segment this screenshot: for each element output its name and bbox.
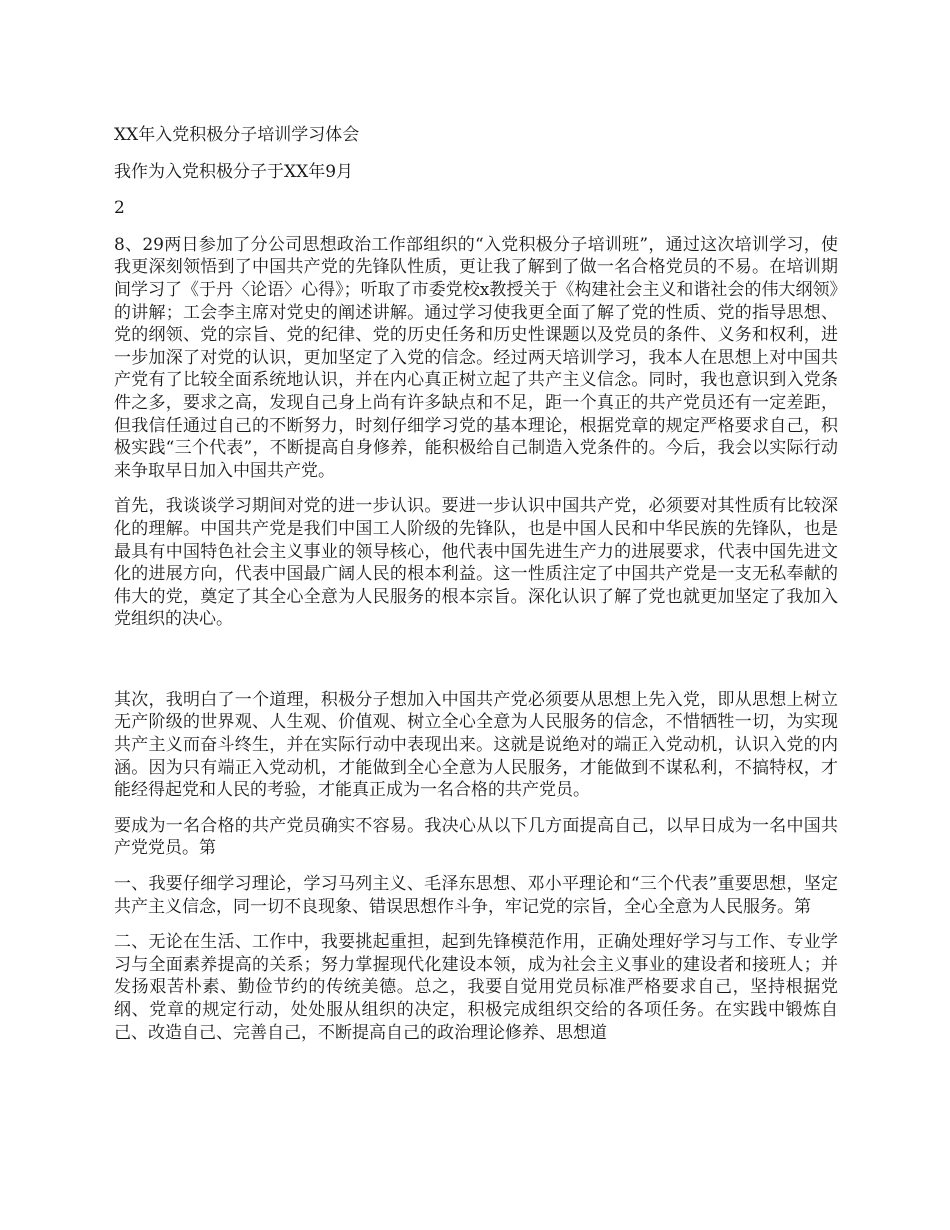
- paragraph-motivation: 其次，我明白了一个道理，积极分子想加入中国共产党必须要从思想上先入党，即从思想上树立无产阶级的世界观、人生观、价值观、树立全心全意为人民服务的信念，不惜牺牲一切，为实现共产主义而奋斗终生，并在实际行动中表现出来。这就是说绝对的端正入党动机，认识入党的内涵。因为只有端正入党动机，才能做到全心全意为人民服务，才能做到不谋私利，不搞特权，才能经得起党和人民的考验，才能真正成为一名合格的共产党员。: [114, 689, 838, 801]
- intro-line: 我作为入党积极分子于XX年9月: [114, 161, 354, 182]
- paragraph-point-two: 二、无论在生活、工作中，我要挑起重担，起到先锋模范作用，正确处理好学习与工作、专业学习与全面素养提高的关系；努力掌握现代化建设本领，成为社会主义事业的建设者和接班人；并发扬艰苦朴素、勤俭节约的传统美德。总之，我要自觉用党员标准严格要求自己，坚持根据党纲、党章的规定行动，处处服从组织的决定，积极完成组织交给的各项任务。在实践中锻炼自己、改造自己、完善自己，不断提高自己的政治理论修养、思想道: [114, 932, 838, 1043]
- document-title: XX年入党积极分子培训学习体会: [114, 125, 360, 145]
- paragraph-party-understanding: 首先，我谈谈学习期间对党的进一步认识。要进一步认识中国共产党，必须要对其性质有比较深化的理解。中国共产党是我们中国工人阶级的先锋队，也是中国人民和中华民族的先锋队，也是最具有中国特色社会主义事业的领导核心，他代表中国先进生产力的进展要求，代表中国先进文化的进展方向，代表中国最广阔人民的根本利益。这一性质注定了中国共产党是一支无私奉献的伟大的党，奠定了其全心全意为人民服务的根本宗旨。深化认识了解了党也就更加坚定了我加入党组织的决心。: [114, 496, 838, 630]
- document-page: [114, 124, 838, 1044]
- paragraph-training-summary: 8、29两日参加了分公司思想政治工作部组织的“入党积极分子培训班”，通过这次培训学习，使我更深刻领悟到了中国共产党的先锋队性质，更让我了解到了做一名合格党员的不易。在培训期间学习了《于丹〈论语〉心得》；听取了市委党校x教授关于《构建社会主义和谐社会的伟大纲领》的讲解；工会李主席对党史的阐述讲解。通过学习使我更全面了解了党的性质、党的指导思想、党的纲领、党的宗旨、党的纪律、党的历史任务和历史性课题以及党员的条件、义务和权利，进一步加深了对党的认识，更加坚定了入党的信念。经过两天培训学习，我本人在思想上对中国共产党有了比较全面系统地认识，并在内心真正树立起了共产主义信念。同时，我也意识到入党条件之多，要求之高，发现自己身上尚有许多缺点和不足，距一个真正的共产党员还有一定差距，但我信任通过自己的不断努力，时刻仔细学习党的基本理论，根据党章的规定严格要求自己，积极实践“三个代表”，不断提高自身修养，能积极给自己制造入党条件的。今后，我会以实际行动来争取早日加入中国共产党。: [114, 234, 838, 481]
- paragraph-resolution: 要成为一名合格的共产党员确实不容易。我决心从以下几方面提高自己，以早日成为一名中国共产党党员。第: [114, 815, 838, 859]
- page-number: 2: [114, 198, 125, 219]
- paragraph-point-one: 一、我要仔细学习理论，学习马列主义、毛泽东思想、邓小平理论和“三个代表”重要思想，坚定共产主义信念，同一切不良现象、错误思想作斗争，牢记党的宗旨，全心全意为人民服务。第: [114, 874, 838, 917]
